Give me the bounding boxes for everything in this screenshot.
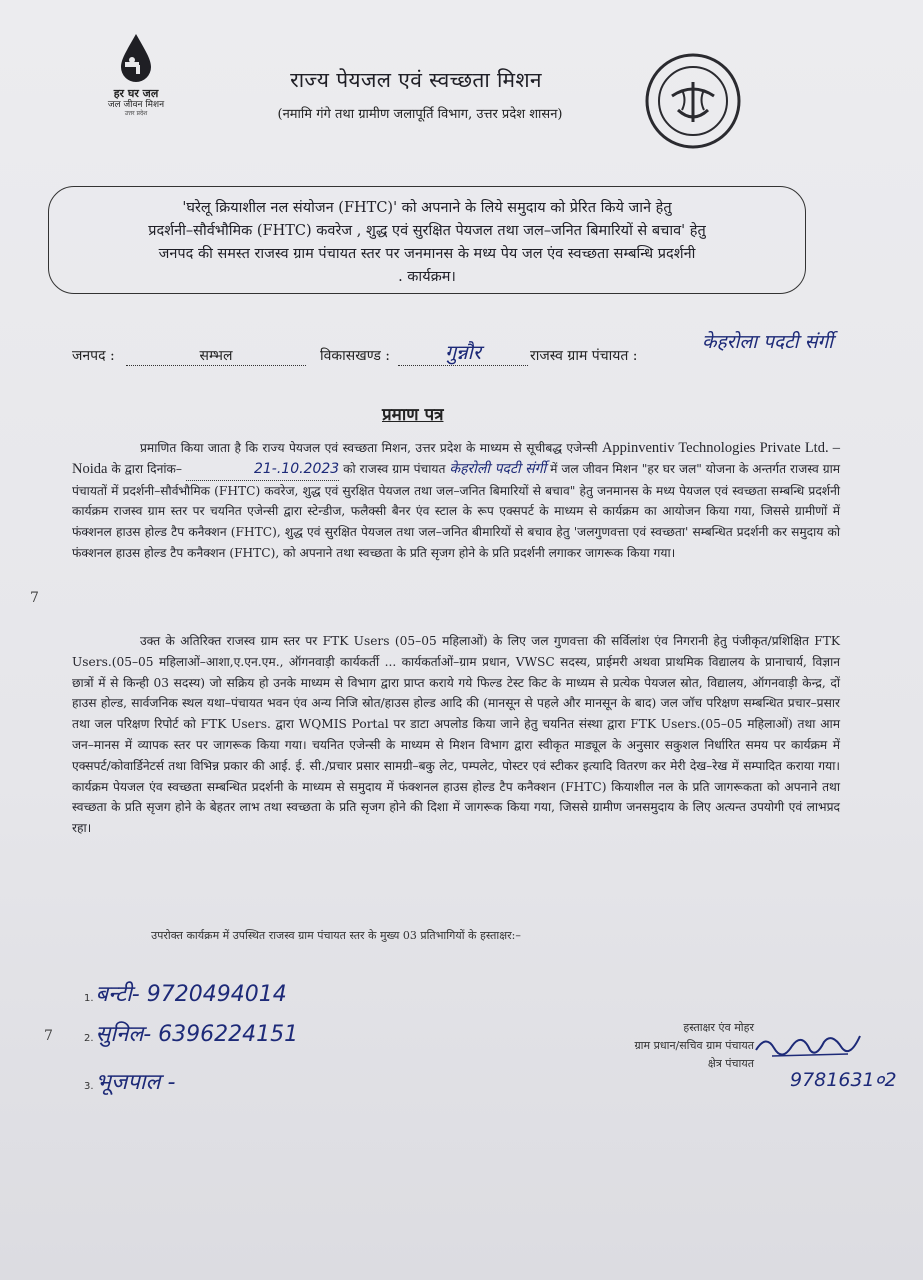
logo-text-1: हर घर जल bbox=[113, 87, 159, 100]
subject-line-4: . कार्यक्रम। bbox=[398, 269, 456, 285]
sig-num-1: 1. bbox=[84, 993, 94, 1004]
stamp-label-1: हस्ताक्षर एंव मोहर bbox=[683, 1021, 754, 1034]
district-value: सम्भल bbox=[126, 346, 306, 366]
sig-num-3: 3. bbox=[84, 1081, 94, 1092]
participant-signature-2 bbox=[84, 1018, 298, 1048]
har-ghar-jal-logo bbox=[96, 32, 176, 117]
subject-box bbox=[48, 186, 806, 294]
logo-text-3: उत्तर प्रदेश bbox=[124, 110, 148, 117]
block-value: गुन्नौर bbox=[398, 338, 528, 366]
gram-panchayat-value: केहरोला पदटी संर्गी bbox=[702, 331, 834, 353]
org-title: राज्य पेयजल एवं स्वच्छता मिशन bbox=[290, 68, 542, 92]
program-date: 21-.10.2023 bbox=[186, 459, 339, 481]
certificate-paragraph-1 bbox=[72, 438, 840, 564]
pradhan-signature-icon bbox=[752, 1028, 864, 1064]
pradhan-phone: 9781631०2 bbox=[790, 1069, 897, 1091]
signatures-intro: उपरोक्त कार्यक्रम में उपस्थित राजस्व ग्राम पंचायत स्तर के मुख्य 03 प्रतिभागियों के हस्ताक्षर:– bbox=[151, 929, 521, 942]
gram-panchayat-label: राजस्व ग्राम पंचायत : bbox=[530, 348, 638, 364]
subject-line-1: 'घरेलू क्रियाशील नल संयोजन (FHTC)' को अपनाने के लिये समुदाय को प्रेरित किये जाने हेतु bbox=[182, 200, 672, 216]
district-label: जनपद : bbox=[72, 348, 115, 364]
subject-line-2: प्रदर्शनी–सौर्वभौमिक (FHTC) कवरेज , शुद्ध एवं सुरक्षित पेयजल तथा जल–जनित बिमारियों से बचाव' हेतु bbox=[148, 223, 706, 239]
participant-signature-1 bbox=[84, 978, 287, 1008]
org-subtitle: (नमामि गंगे तथा ग्रामीण जलापूर्ति विभाग, उत्तर प्रदेश शासन) bbox=[277, 107, 563, 122]
sig-num-2: 2. bbox=[84, 1033, 94, 1044]
stamp-label-3: क्षेत्र पंचायत bbox=[707, 1057, 754, 1070]
margin-mark-1: 7 bbox=[30, 590, 39, 606]
p1-body: में जल जीवन मिशन "हर घर जल" योजना के अन्तर्गत राजस्व ग्राम पंचायतों में प्रदर्शनी–सौर्वभौमिक (FHTC) कवरेज, शुद्ध एवं सुरक्षित पेयजल तथा जल–जनित बिमारियों से बचाव" हेतु जनमानस के मध्य पेयजल एवं स्वच्छता सम्बन्धि प्रदर्शनी कार्यक्रम राजस्व ग्राम स्तर पर चयनित एजेन्सी द्वारा स्टेन्डीज, फलैक्सी बैनर एंव स्टाल के रूप एक्सपर्ट के माध्यम से कार्यक्रम का आयोजन किया गया, जिससे ग्रामीणों में फंक्शनल हाउस होल्ड टैप कनैक्शन (FHTC), शुद्ध एवं सुरक्षित पेयजल तथा जल–जनित बीमारियों से बचाव हेतु 'जलगुणवत्ता एवं स्वच्छता' सम्बन्धित प्रदर्शनी कर समुदाय को फंक्शनल हाउस होल्ड टैप कनैक्शन (FHTC), को अपनाने तथा स्वच्छता के प्रति सृजग होने के प्रति प्रदर्शनी लगाकर जागरूक किया गया। bbox=[72, 461, 841, 560]
participant-signature-3 bbox=[84, 1066, 175, 1096]
p1-intro: प्रमाणित किया जाता है कि राज्य पेयजल एवं स्वच्छता मिशन, उत्तर प्रदेश के माध्यम से सूचीबद्ध एजेन्सी bbox=[140, 441, 598, 455]
certificate-paragraph-2: उक्त के अतिरिक्त राजस्व ग्राम स्तर पर FTK Users (05–05 महिलाओं) के लिए जल गुणवत्ता की सर्विलांश एंव निगरानी हेतु पंजीकृत/प्रशिक्षित FTK Users.(05–05 महिलाओं–आशा,ए.एन.एम., ऑगनवाड़ी कार्यकर्ती ... कार्यकर्ताओं–ग्राम प्रधान, VWSC सदस्य, प्राईमरी अथवा प्राथमिक विद्यालय के प्रानाचार्य, विज्ञान छात्रों में से किन्ही 03 सदस्य) जो सक्रिय हो उनके माध्यम से विभाग द्वारा प्राप्त कराये गये फिल्ड टेस्ट किट के माध्यम से प्रत्येक पेयजल स्रोत, विद्यालय, ऑगनवाड़ी केन्द्र, दों हाउस होल्ड, सार्वजनिक स्थल यथा–पंचायत भवन एंव अन्य निजि स्रोत/हाउस होल्ड आदि की (मानसून से पहले और मानसून के बाद) जल जॉच परिक्षण सम्बन्धित प्रचार–प्रसार तथा जल परिक्षण रिपोर्ट को FTK Users. द्वारा WQMIS Portal पर डाटा अपलोड किया जाने हेतु चयनित संस्था द्वारा FTK Users.(05–05 महिलाओं) तथा आम जन–मानस में व्यापक स्तर पर जागरूक किया गया। चयनित एजेन्सी के माध्यम से मिशन विभाग द्वारा स्वीकृत माड्यूल के अनुसार सकुशल निर्धारित समय पर कार्यक्रम में एक्सपर्ट/कोवार्डिनेटर्स तथा विभिन्न प्रकार की आई. ई. सी./प्रचार प्रसार सामग्री–बकु लेट, पम्पलेट, पोस्टर एवं स्टीकर इत्यादि वितरण कर मेरी देख–रेख में सम्पादित कराया गया। कार्यक्रम पेयजल एंव स्वच्छता सम्बन्धित प्रदर्शनी के माध्यम से समुदाय में फंक्शनल हाउस होल्ड टैप कनैक्शन (FHTC) कियाशील नल के प्रति जागरूकता को अपनाने तथा स्वच्छता के प्रति सृजग होने के बेहतर लाभ तथा स्वच्छता के प्रति सृजग होने की दिशा में जागरूक किया गया, जिससे ग्रामीण जनसमुदाय के लिए अत्यन्त उपयोगी एवं लाभप्रद रहा। bbox=[72, 634, 840, 836]
p1-gp-prefix: को राजस्व ग्राम पंचायत bbox=[343, 461, 446, 476]
subject-line-3: जनपद की समस्त राजस्व ग्राम पंचायत स्तर पर जनमानस के मध्य पेय जल एंव स्वच्छता सम्बन्धि प्रदर्शनी bbox=[158, 246, 696, 262]
water-drop-icon bbox=[115, 32, 157, 84]
gram-panchayat-hand: केहरोली पदटी संर्गी bbox=[449, 460, 547, 477]
sig-text-3: भूजपाल - bbox=[95, 1070, 176, 1095]
stamp-label-2: ग्राम प्रधान/सचिव ग्राम पंचायत bbox=[634, 1039, 754, 1052]
margin-mark-2: 7 bbox=[44, 1028, 53, 1044]
certificate-heading: प्रमाण पत्र bbox=[382, 405, 444, 425]
up-government-seal-icon bbox=[644, 52, 742, 150]
p1-date-prefix: के द्वारा दिनांक– bbox=[111, 461, 182, 476]
sig-text-2: सुनिल- 6396224151 bbox=[95, 1022, 299, 1047]
block-label: विकासखण्ड : bbox=[320, 348, 391, 364]
sig-text-1: बन्टी- 9720494014 bbox=[95, 982, 287, 1007]
agency-name: Appinventiv Technologies Private Ltd. – Noida bbox=[72, 440, 840, 477]
logo-text-2: जल जीवन मिशन bbox=[107, 100, 165, 110]
